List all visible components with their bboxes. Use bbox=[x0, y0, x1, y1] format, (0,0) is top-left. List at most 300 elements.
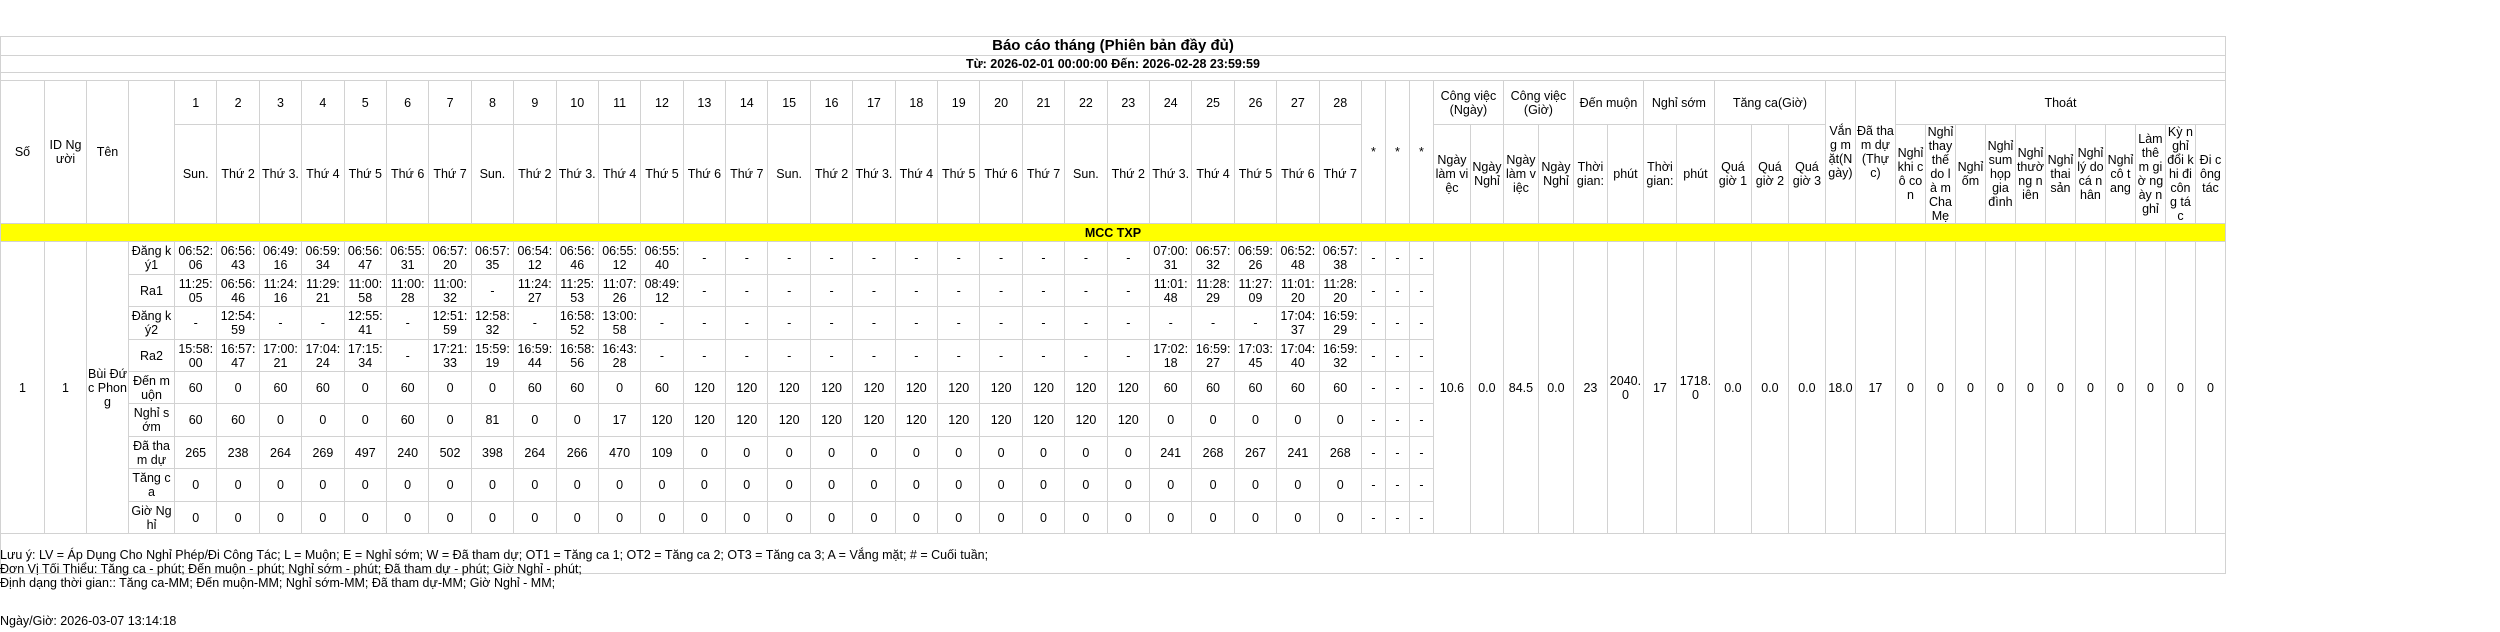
day-value: 0 bbox=[217, 469, 259, 502]
subheader-early: phút bbox=[1676, 125, 1714, 224]
row-label: Đăng ký2 bbox=[129, 307, 175, 340]
day-value: 0 bbox=[895, 502, 937, 534]
group-work-days: Công việc(Ngày) bbox=[1433, 81, 1503, 125]
day-value: 0 bbox=[429, 372, 471, 404]
day-value: 0 bbox=[810, 502, 852, 534]
row-label: Đăng ký1 bbox=[129, 242, 175, 275]
day-value: 0 bbox=[641, 469, 683, 502]
day-number: 1 bbox=[175, 81, 217, 125]
day-value: 0 bbox=[556, 404, 598, 437]
day-value: 120 bbox=[683, 404, 725, 437]
day-value: 11:27:09 bbox=[1234, 275, 1276, 307]
summary-value: 0 bbox=[2195, 242, 2225, 534]
summary-value: 84.5 bbox=[1503, 242, 1538, 534]
day-value: 17:21:33 bbox=[429, 340, 471, 372]
day-value: 0 bbox=[259, 404, 301, 437]
day-value: 06:57:38 bbox=[1319, 242, 1361, 275]
day-value: - bbox=[853, 340, 895, 372]
star-value: - bbox=[1361, 242, 1385, 275]
day-value: - bbox=[895, 242, 937, 275]
weekday-label: Thứ 2 bbox=[1107, 125, 1149, 224]
weekday-label: Thứ 7 bbox=[429, 125, 471, 224]
day-value: 120 bbox=[768, 404, 810, 437]
day-value: 120 bbox=[768, 372, 810, 404]
day-value: 11:01:20 bbox=[1277, 275, 1319, 307]
group-leave: Thoát bbox=[1895, 81, 2225, 125]
day-value: - bbox=[853, 242, 895, 275]
day-value: - bbox=[1107, 307, 1149, 340]
day-value: 0 bbox=[726, 437, 768, 469]
summary-value: 0 bbox=[1955, 242, 1985, 534]
group-label: MCC TXP bbox=[1, 224, 2226, 242]
day-value: 60 bbox=[175, 404, 217, 437]
day-value: 06:57:20 bbox=[429, 242, 471, 275]
day-value: 0 bbox=[1065, 502, 1107, 534]
report-date-range: Từ: 2026-02-01 00:00:00 Đến: 2026-02-28 23:59:59 bbox=[1, 56, 2226, 73]
summary-value: 0.0 bbox=[1788, 242, 1825, 534]
group-late: Đến muộn bbox=[1573, 81, 1643, 125]
day-value: - bbox=[895, 275, 937, 307]
star-value: - bbox=[1409, 437, 1433, 469]
day-value: 0 bbox=[386, 469, 428, 502]
weekday-label: Thứ 2 bbox=[217, 125, 259, 224]
weekday-label: Thứ 5 bbox=[344, 125, 386, 224]
day-value: 0 bbox=[259, 502, 301, 534]
day-value: 0 bbox=[514, 469, 556, 502]
day-value: 17:00:21 bbox=[259, 340, 301, 372]
day-value: 0 bbox=[1319, 502, 1361, 534]
report-title: Báo cáo tháng (Phiên bản đầy đủ) bbox=[1, 37, 2226, 56]
day-value: 06:52:06 bbox=[175, 242, 217, 275]
day-value: - bbox=[895, 340, 937, 372]
day-number: 15 bbox=[768, 81, 810, 125]
day-value: 0 bbox=[683, 502, 725, 534]
day-value: 60 bbox=[1319, 372, 1361, 404]
summary-value: 0 bbox=[2135, 242, 2165, 534]
day-value: 11:25:53 bbox=[556, 275, 598, 307]
employee-row bbox=[1, 242, 2226, 275]
star-value: - bbox=[1385, 275, 1409, 307]
day-value: - bbox=[683, 275, 725, 307]
star-value: - bbox=[1385, 372, 1409, 404]
day-value: 0 bbox=[726, 502, 768, 534]
day-value: - bbox=[641, 340, 683, 372]
day-value: - bbox=[810, 275, 852, 307]
day-value: 264 bbox=[259, 437, 301, 469]
star-value: - bbox=[1361, 340, 1385, 372]
day-number: 10 bbox=[556, 81, 598, 125]
day-number: 17 bbox=[853, 81, 895, 125]
day-value: 120 bbox=[980, 404, 1022, 437]
day-value: - bbox=[1107, 275, 1149, 307]
day-value: 120 bbox=[1107, 404, 1149, 437]
day-value: 0 bbox=[810, 469, 852, 502]
weekday-label: Thứ 4 bbox=[302, 125, 344, 224]
day-value: 268 bbox=[1192, 437, 1234, 469]
day-value: 0 bbox=[1277, 404, 1319, 437]
weekday-label: Sun. bbox=[1065, 125, 1107, 224]
group-overtime: Tăng ca(Giờ) bbox=[1714, 81, 1825, 125]
day-number: 24 bbox=[1149, 81, 1191, 125]
weekday-label: Thứ 7 bbox=[1319, 125, 1361, 224]
day-value: 12:51:59 bbox=[429, 307, 471, 340]
col-header-id: ID Người bbox=[45, 81, 87, 224]
day-value: 240 bbox=[386, 437, 428, 469]
day-value: 0 bbox=[1022, 437, 1064, 469]
day-value: 60 bbox=[1234, 372, 1276, 404]
summary-value: 0 bbox=[2075, 242, 2105, 534]
employee-no: 1 bbox=[1, 242, 45, 534]
summary-value: 0 bbox=[1985, 242, 2015, 534]
day-value: 11:00:28 bbox=[386, 275, 428, 307]
day-value: 0 bbox=[429, 502, 471, 534]
weekday-label: Thứ 5 bbox=[938, 125, 980, 224]
day-value: 0 bbox=[768, 469, 810, 502]
day-value: 60 bbox=[386, 404, 428, 437]
day-value: - bbox=[1022, 275, 1064, 307]
day-value: 06:52:48 bbox=[1277, 242, 1319, 275]
day-value: - bbox=[1022, 340, 1064, 372]
day-value: - bbox=[175, 307, 217, 340]
summary-value: 0 bbox=[2015, 242, 2045, 534]
subheader-overtime: Quá giờ 2 bbox=[1751, 125, 1788, 224]
day-value: 0 bbox=[1065, 469, 1107, 502]
day-number: 27 bbox=[1277, 81, 1319, 125]
day-number: 3 bbox=[259, 81, 301, 125]
report-sheet bbox=[0, 36, 2226, 574]
day-value: 16:59:32 bbox=[1319, 340, 1361, 372]
day-value: 241 bbox=[1277, 437, 1319, 469]
weekday-label: Thứ 6 bbox=[683, 125, 725, 224]
day-value: 0 bbox=[853, 469, 895, 502]
day-value: 0 bbox=[217, 502, 259, 534]
subheader-leave: Làm thêm giờ ngày nghỉ bbox=[2135, 125, 2165, 224]
weekday-label: Sun. bbox=[471, 125, 513, 224]
day-value: 16:57:47 bbox=[217, 340, 259, 372]
day-number: 2 bbox=[217, 81, 259, 125]
day-value: - bbox=[726, 275, 768, 307]
summary-star-header: * bbox=[1385, 81, 1409, 224]
day-value: - bbox=[1065, 242, 1107, 275]
day-value: 17 bbox=[598, 404, 640, 437]
day-value: 0 bbox=[641, 502, 683, 534]
day-value: 60 bbox=[386, 372, 428, 404]
day-value: - bbox=[1107, 242, 1149, 275]
spacer-row bbox=[1, 73, 2226, 81]
summary-star-header: * bbox=[1361, 81, 1385, 224]
weekday-label: Thứ 6 bbox=[1277, 125, 1319, 224]
star-value: - bbox=[1409, 372, 1433, 404]
day-value: 241 bbox=[1149, 437, 1191, 469]
header-row-days bbox=[1, 81, 2226, 125]
day-value: 60 bbox=[1192, 372, 1234, 404]
day-value: - bbox=[641, 307, 683, 340]
day-value: 0 bbox=[217, 372, 259, 404]
day-value: 06:49:16 bbox=[259, 242, 301, 275]
day-value: 120 bbox=[1022, 404, 1064, 437]
subheader-work_days: Ngày Nghỉ bbox=[1470, 125, 1503, 224]
day-value: - bbox=[683, 242, 725, 275]
day-number: 25 bbox=[1192, 81, 1234, 125]
day-value: 0 bbox=[514, 502, 556, 534]
day-value: - bbox=[1065, 307, 1107, 340]
day-value: - bbox=[1022, 307, 1064, 340]
report-title-row bbox=[1, 37, 2226, 56]
day-value: 06:56:47 bbox=[344, 242, 386, 275]
day-value: 0 bbox=[598, 372, 640, 404]
day-value: - bbox=[1065, 340, 1107, 372]
row-label: Ra1 bbox=[129, 275, 175, 307]
day-value: 502 bbox=[429, 437, 471, 469]
day-value: 0 bbox=[1192, 404, 1234, 437]
day-value: 0 bbox=[556, 469, 598, 502]
legend-note bbox=[0, 548, 988, 590]
day-value: 0 bbox=[683, 437, 725, 469]
day-value: 11:07:26 bbox=[598, 275, 640, 307]
day-value: 0 bbox=[302, 404, 344, 437]
subheader-leave: Nghỉ ốm bbox=[1955, 125, 1985, 224]
day-value: 11:28:20 bbox=[1319, 275, 1361, 307]
summary-value: 1718.0 bbox=[1676, 242, 1714, 534]
day-value: 11:00:32 bbox=[429, 275, 471, 307]
day-value: 0 bbox=[938, 469, 980, 502]
weekday-label: Sun. bbox=[175, 125, 217, 224]
day-value: - bbox=[471, 275, 513, 307]
subheader-late: phút bbox=[1607, 125, 1643, 224]
summary-value: 0.0 bbox=[1751, 242, 1788, 534]
day-value: 0 bbox=[980, 502, 1022, 534]
day-value: 0 bbox=[1277, 469, 1319, 502]
day-number: 5 bbox=[344, 81, 386, 125]
day-value: - bbox=[810, 307, 852, 340]
day-value: - bbox=[980, 340, 1022, 372]
day-value: 0 bbox=[853, 502, 895, 534]
day-value: - bbox=[980, 307, 1022, 340]
day-value: - bbox=[514, 307, 556, 340]
summary-value: 0.0 bbox=[1470, 242, 1503, 534]
day-value: 120 bbox=[810, 404, 852, 437]
day-value: 120 bbox=[1065, 372, 1107, 404]
day-value: 0 bbox=[259, 469, 301, 502]
subheader-leave: Nghỉ sum họp gia đình bbox=[1985, 125, 2015, 224]
day-value: 265 bbox=[175, 437, 217, 469]
day-number: 12 bbox=[641, 81, 683, 125]
day-value: 0 bbox=[853, 437, 895, 469]
subheader-late: Thời gian: bbox=[1573, 125, 1607, 224]
star-value: - bbox=[1409, 242, 1433, 275]
legend-line: Đơn Vị Tối Thiểu: Tăng ca - phút; Đến muộn - phút; Nghỉ sớm - phút; Đã tham dự - phút; Giờ Nghỉ - phút; bbox=[0, 562, 582, 576]
legend-line: Định dạng thời gian:: Tăng ca-MM; Đến muộn-MM; Nghỉ sớm-MM; Đã tham dự-MM; Giờ Nghỉ - MM; bbox=[0, 576, 556, 590]
day-number: 6 bbox=[386, 81, 428, 125]
day-number: 7 bbox=[429, 81, 471, 125]
subheader-leave: Nghỉ thường niên bbox=[2015, 125, 2045, 224]
day-value: 13:00:58 bbox=[598, 307, 640, 340]
day-value: 06:54:12 bbox=[514, 242, 556, 275]
day-value: 238 bbox=[217, 437, 259, 469]
day-value: - bbox=[386, 307, 428, 340]
weekday-label: Thứ 4 bbox=[598, 125, 640, 224]
day-value: 120 bbox=[853, 404, 895, 437]
subheader-leave: Nghỉ khi cô con bbox=[1895, 125, 1925, 224]
day-value: 0 bbox=[175, 469, 217, 502]
star-value: - bbox=[1361, 469, 1385, 502]
subheader-leave: Kỳ nghỉ đổi khi đi công tác bbox=[2167, 125, 2194, 223]
star-value: - bbox=[1361, 404, 1385, 437]
subheader-leave: Nghỉ cô tang bbox=[2105, 125, 2135, 224]
group-attended: Đã tham dự(Thực) bbox=[1855, 81, 1895, 224]
day-value: 60 bbox=[556, 372, 598, 404]
day-value: - bbox=[683, 340, 725, 372]
day-value: - bbox=[1107, 340, 1149, 372]
day-value: 0 bbox=[302, 469, 344, 502]
day-value: - bbox=[386, 340, 428, 372]
day-value: 16:59:27 bbox=[1192, 340, 1234, 372]
day-value: 06:56:46 bbox=[217, 275, 259, 307]
day-value: 0 bbox=[1065, 437, 1107, 469]
day-value: - bbox=[726, 242, 768, 275]
weekday-label: Thứ 2 bbox=[514, 125, 556, 224]
star-value: - bbox=[1409, 469, 1433, 502]
day-value: - bbox=[980, 242, 1022, 275]
day-value: 0 bbox=[810, 437, 852, 469]
summary-value: 23 bbox=[1573, 242, 1607, 534]
summary-star-header: * bbox=[1409, 81, 1433, 224]
day-value: 120 bbox=[938, 404, 980, 437]
day-value: 0 bbox=[726, 469, 768, 502]
day-number: 26 bbox=[1234, 81, 1276, 125]
day-value: - bbox=[810, 340, 852, 372]
row-label: Ra2 bbox=[129, 340, 175, 372]
day-value: - bbox=[259, 307, 301, 340]
star-value: - bbox=[1361, 372, 1385, 404]
row-label: Đến muộn bbox=[129, 372, 175, 404]
day-value: 0 bbox=[1107, 437, 1149, 469]
day-value: 08:49:12 bbox=[641, 275, 683, 307]
day-number: 4 bbox=[302, 81, 344, 125]
group-absent: Vắng mặt(Ngày) bbox=[1825, 81, 1855, 224]
subheader-overtime: Quá giờ 1 bbox=[1714, 125, 1751, 224]
day-value: 120 bbox=[895, 372, 937, 404]
day-value: 17:04:40 bbox=[1277, 340, 1319, 372]
day-value: 17:04:24 bbox=[302, 340, 344, 372]
day-value: 0 bbox=[1149, 502, 1191, 534]
day-value: 0 bbox=[980, 437, 1022, 469]
star-value: - bbox=[1361, 437, 1385, 469]
star-value: - bbox=[1385, 404, 1409, 437]
day-value: 0 bbox=[175, 502, 217, 534]
col-header-no: Số bbox=[1, 81, 45, 224]
day-value: 0 bbox=[344, 404, 386, 437]
summary-value: 0.0 bbox=[1714, 242, 1751, 534]
day-value: 267 bbox=[1234, 437, 1276, 469]
star-value: - bbox=[1409, 340, 1433, 372]
day-value: - bbox=[980, 275, 1022, 307]
day-value: 11:28:29 bbox=[1192, 275, 1234, 307]
day-value: 60 bbox=[302, 372, 344, 404]
day-value: 07:00:31 bbox=[1149, 242, 1191, 275]
day-value: - bbox=[1149, 307, 1191, 340]
day-value: 269 bbox=[302, 437, 344, 469]
day-value: 17:03:45 bbox=[1234, 340, 1276, 372]
day-number: 14 bbox=[726, 81, 768, 125]
weekday-label: Thứ 7 bbox=[726, 125, 768, 224]
day-value: 120 bbox=[810, 372, 852, 404]
day-value: 0 bbox=[598, 502, 640, 534]
col-header-label bbox=[129, 81, 175, 224]
day-value: 06:59:34 bbox=[302, 242, 344, 275]
day-value: - bbox=[768, 275, 810, 307]
summary-value: 17 bbox=[1643, 242, 1676, 534]
day-value: 0 bbox=[1192, 502, 1234, 534]
day-value: 0 bbox=[1234, 404, 1276, 437]
day-number: 28 bbox=[1319, 81, 1361, 125]
day-value: 06:55:12 bbox=[598, 242, 640, 275]
subheader-leave: Nghỉ thai sản bbox=[2045, 125, 2075, 224]
day-value: 60 bbox=[514, 372, 556, 404]
row-label: Đã tham dự bbox=[129, 437, 175, 469]
day-value: 11:25:05 bbox=[175, 275, 217, 307]
weekday-label: Thứ 3. bbox=[259, 125, 301, 224]
day-value: 11:24:16 bbox=[259, 275, 301, 307]
day-value: 11:00:58 bbox=[344, 275, 386, 307]
day-value: 0 bbox=[768, 437, 810, 469]
printed-datetime: Ngày/Giờ: 2026-03-07 13:14:18 bbox=[0, 614, 177, 628]
day-value: 0 bbox=[429, 404, 471, 437]
day-value: - bbox=[683, 307, 725, 340]
employee-id: 1 bbox=[45, 242, 87, 534]
day-value: 497 bbox=[344, 437, 386, 469]
day-value: 120 bbox=[853, 372, 895, 404]
day-value: 120 bbox=[938, 372, 980, 404]
day-value: - bbox=[938, 307, 980, 340]
day-value: 120 bbox=[683, 372, 725, 404]
subheader-leave: Nghỉ lý do cá nhân bbox=[2075, 125, 2105, 224]
day-value: - bbox=[1234, 307, 1276, 340]
star-value: - bbox=[1385, 437, 1409, 469]
day-value: - bbox=[853, 307, 895, 340]
summary-value: 0 bbox=[2045, 242, 2075, 534]
day-value: 268 bbox=[1319, 437, 1361, 469]
day-value: - bbox=[726, 340, 768, 372]
day-number: 16 bbox=[810, 81, 852, 125]
day-value: 60 bbox=[259, 372, 301, 404]
day-value: 0 bbox=[514, 404, 556, 437]
group-early: Nghỉ sớm bbox=[1643, 81, 1714, 125]
day-value: 0 bbox=[344, 372, 386, 404]
day-value: - bbox=[1022, 242, 1064, 275]
day-value: 266 bbox=[556, 437, 598, 469]
summary-value: 18.0 bbox=[1825, 242, 1855, 534]
day-value: 120 bbox=[1022, 372, 1064, 404]
day-value: 0 bbox=[471, 502, 513, 534]
day-value: 0 bbox=[429, 469, 471, 502]
star-value: - bbox=[1385, 307, 1409, 340]
day-value: - bbox=[1192, 307, 1234, 340]
day-value: 109 bbox=[641, 437, 683, 469]
star-value: - bbox=[1409, 502, 1433, 534]
day-value: 0 bbox=[1022, 469, 1064, 502]
day-number: 18 bbox=[895, 81, 937, 125]
subheader-leave: Đi công tác bbox=[2195, 125, 2225, 224]
day-value: 60 bbox=[641, 372, 683, 404]
subheader-work_hours: Ngày làm việc bbox=[1503, 125, 1538, 224]
day-value: 06:57:35 bbox=[471, 242, 513, 275]
weekday-label: Thứ 7 bbox=[1022, 125, 1064, 224]
weekday-label: Thứ 4 bbox=[1192, 125, 1234, 224]
summary-value: 0 bbox=[2165, 242, 2195, 534]
report-range-row bbox=[1, 56, 2226, 73]
day-value: 0 bbox=[683, 469, 725, 502]
